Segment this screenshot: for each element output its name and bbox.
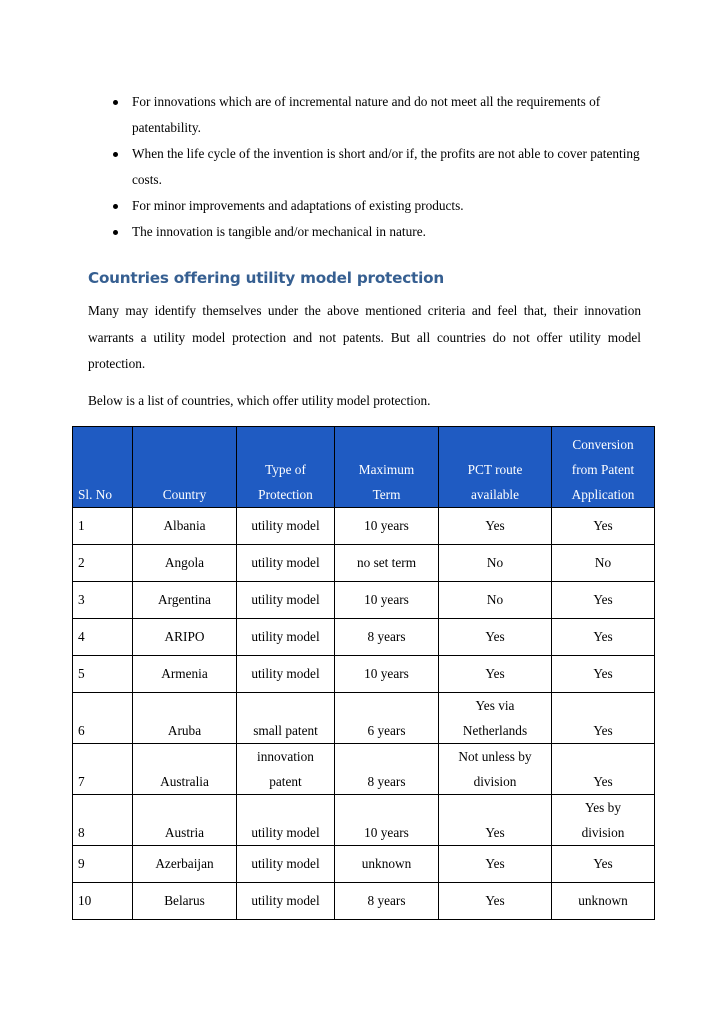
cell-text: utility model — [251, 518, 320, 533]
header-line — [78, 432, 127, 457]
cell-text: utility model — [251, 555, 320, 570]
cell-text: utility model — [251, 666, 320, 681]
table-cell — [335, 846, 439, 883]
table-cell — [237, 795, 335, 846]
cell-text: division — [581, 825, 625, 840]
cell-text: ARIPO — [164, 629, 205, 644]
table-cell — [133, 619, 237, 656]
cell-text: Albania — [163, 518, 206, 533]
intro-paragraph: Many may identify themselves under the above mentioned criteria and feel that, their innovation warrants a utility model protection and not patents. But all countries do not offer utility model protection. — [88, 303, 641, 371]
table-cell — [237, 744, 335, 795]
table-cell — [335, 508, 439, 545]
cell-text: Yes — [593, 629, 613, 644]
table-cell — [552, 744, 655, 795]
table-cell — [335, 693, 439, 744]
table-cell — [73, 545, 133, 582]
table-row — [73, 693, 655, 744]
table-cell — [439, 795, 552, 846]
table-cell — [73, 795, 133, 846]
cell-text: utility model — [251, 893, 320, 908]
table-header-cell — [552, 427, 655, 508]
table-cell — [552, 508, 655, 545]
cell-text: 10 years — [364, 666, 409, 681]
cell-text: Azerbaijan — [155, 856, 214, 871]
cell-text: 6 — [78, 723, 85, 738]
table-cell — [335, 883, 439, 920]
cell-text: utility model — [251, 592, 320, 607]
table-row — [73, 744, 655, 795]
table-header-cell — [335, 427, 439, 508]
table-cell — [439, 545, 552, 582]
cell-text: 8 — [78, 825, 85, 840]
table-cell — [439, 619, 552, 656]
table-header-cell — [237, 427, 335, 508]
table-cell — [335, 582, 439, 619]
cell-text: 2 — [78, 555, 85, 570]
cell-text: Angola — [164, 555, 205, 570]
table-row — [73, 582, 655, 619]
cell-text: 10 years — [364, 825, 409, 840]
cell-text: Yes — [485, 893, 505, 908]
bullet-item: The innovation is tangible and/or mechanical in nature. — [106, 219, 646, 245]
cell-text: 4 — [78, 629, 85, 644]
cell-text: Yes — [593, 723, 613, 738]
table-cell — [133, 508, 237, 545]
table-row — [73, 846, 655, 883]
header-line: Application — [571, 487, 635, 502]
header-line: Maximum — [358, 462, 415, 477]
cell-text: no set term — [356, 555, 417, 570]
header-line — [138, 457, 231, 482]
table-row — [73, 508, 655, 545]
table-cell — [237, 846, 335, 883]
table-cell — [73, 619, 133, 656]
countries-table-body — [73, 427, 655, 920]
cell-text: Yes — [593, 856, 613, 871]
header-line: Sl. No — [78, 487, 112, 502]
header-line: Term — [372, 487, 401, 502]
table-cell — [73, 883, 133, 920]
table-cell — [335, 744, 439, 795]
cell-text: utility model — [251, 856, 320, 871]
table-cell — [237, 545, 335, 582]
table-cell — [237, 883, 335, 920]
table-row — [73, 883, 655, 920]
countries-table — [72, 426, 655, 920]
cell-text: unknown — [361, 856, 412, 871]
header-line: Conversion — [572, 437, 634, 452]
table-cell — [237, 619, 335, 656]
cell-text: 10 years — [364, 518, 409, 533]
table-cell — [439, 883, 552, 920]
cell-text: 9 — [78, 856, 85, 871]
table-cell — [133, 656, 237, 693]
table-cell — [552, 883, 655, 920]
cell-text: 1 — [78, 518, 85, 533]
cell-text: No — [594, 555, 612, 570]
bullet-dot-icon — [113, 230, 118, 235]
table-cell — [73, 508, 133, 545]
table-cell — [552, 846, 655, 883]
cell-text: Aruba — [167, 723, 202, 738]
header-line — [138, 432, 231, 457]
table-cell — [237, 693, 335, 744]
cell-text: 3 — [78, 592, 85, 607]
table-cell — [133, 846, 237, 883]
header-line: Country — [162, 487, 207, 502]
table-cell — [133, 693, 237, 744]
table-cell — [73, 744, 133, 795]
cell-text: innovation — [257, 749, 314, 764]
table-cell — [133, 883, 237, 920]
table-row — [73, 795, 655, 846]
table-cell — [237, 508, 335, 545]
bullet-dot-icon — [113, 152, 118, 157]
cell-text: Yes — [485, 518, 505, 533]
cell-text: 8 years — [367, 774, 406, 789]
cell-text: Yes — [485, 629, 505, 644]
cell-text: Yes — [485, 825, 505, 840]
bullet-dot-icon — [113, 204, 118, 209]
criteria-bullet-list — [106, 89, 646, 245]
bullet-item: When the life cycle of the invention is short and/or if, the profits are not able to cover patenting costs. — [106, 141, 646, 193]
cell-text: Not unless by — [458, 749, 532, 764]
table-header-cell — [73, 427, 133, 508]
table-cell — [552, 656, 655, 693]
header-line: Type of — [265, 462, 306, 477]
header-line: Protection — [258, 487, 313, 502]
header-line — [78, 457, 127, 482]
table-cell — [439, 846, 552, 883]
cell-text: utility model — [251, 825, 320, 840]
cell-text: Yes — [593, 592, 613, 607]
table-cell — [335, 545, 439, 582]
cell-text: Yes via — [475, 698, 515, 713]
header-line — [340, 432, 433, 457]
cell-text: unknown — [578, 893, 628, 908]
table-cell — [439, 693, 552, 744]
cell-text: Yes — [485, 856, 505, 871]
cell-text: 10 years — [364, 592, 409, 607]
header-line: from Patent — [571, 462, 635, 477]
section-heading: Countries offering utility model protection — [88, 269, 444, 287]
table-cell — [552, 693, 655, 744]
header-line: PCT route — [467, 462, 523, 477]
cell-text: Yes — [485, 666, 505, 681]
cell-text: No — [486, 592, 504, 607]
cell-text: Belarus — [164, 893, 205, 908]
cell-text: Yes — [593, 518, 613, 533]
cell-text: 8 years — [367, 629, 406, 644]
cell-text: 7 — [78, 774, 85, 789]
table-row — [73, 656, 655, 693]
cell-text: Yes by — [585, 800, 621, 815]
cell-text: No — [486, 555, 504, 570]
table-cell — [237, 656, 335, 693]
table-cell — [439, 582, 552, 619]
cell-text: 5 — [78, 666, 85, 681]
table-header-cell — [439, 427, 552, 508]
table-cell — [73, 582, 133, 619]
table-row — [73, 619, 655, 656]
cell-text: division — [473, 774, 517, 789]
table-cell — [439, 656, 552, 693]
header-line — [444, 432, 546, 457]
table-row — [73, 545, 655, 582]
table-header-row — [73, 427, 655, 508]
table-cell — [133, 582, 237, 619]
bullet-dot-icon — [113, 100, 118, 105]
table-cell — [237, 582, 335, 619]
cell-text: 10 — [78, 893, 92, 908]
table-cell — [552, 619, 655, 656]
table-cell — [73, 693, 133, 744]
cell-text: 6 years — [367, 723, 406, 738]
cell-text: Yes — [593, 774, 613, 789]
table-cell — [552, 545, 655, 582]
cell-text: Australia — [160, 774, 209, 789]
cell-text: small patent — [253, 723, 318, 738]
table-cell — [335, 795, 439, 846]
cell-text: Yes — [593, 666, 613, 681]
table-cell — [552, 795, 655, 846]
bullet-item: For innovations which are of incremental nature and do not meet all the requirements of patentability. — [106, 89, 646, 141]
table-cell — [73, 656, 133, 693]
table-cell — [73, 846, 133, 883]
table-cell — [439, 744, 552, 795]
table-header-cell — [133, 427, 237, 508]
list-intro-paragraph: Below is a list of countries, which offer utility model protection. — [88, 393, 431, 408]
cell-text: Argentina — [158, 592, 211, 607]
table-cell — [133, 744, 237, 795]
header-line — [242, 432, 329, 457]
table-cell — [439, 508, 552, 545]
cell-text: Armenia — [161, 666, 208, 681]
cell-text: utility model — [251, 629, 320, 644]
table-cell — [552, 582, 655, 619]
table-cell — [133, 545, 237, 582]
cell-text: patent — [269, 774, 302, 789]
cell-text: 8 years — [367, 893, 406, 908]
table-cell — [335, 619, 439, 656]
cell-text: Austria — [164, 825, 205, 840]
table-cell — [133, 795, 237, 846]
bullet-item: For minor improvements and adaptations of existing products. — [106, 193, 646, 219]
cell-text: Netherlands — [462, 723, 528, 738]
table-cell — [335, 656, 439, 693]
header-line: available — [471, 487, 519, 502]
